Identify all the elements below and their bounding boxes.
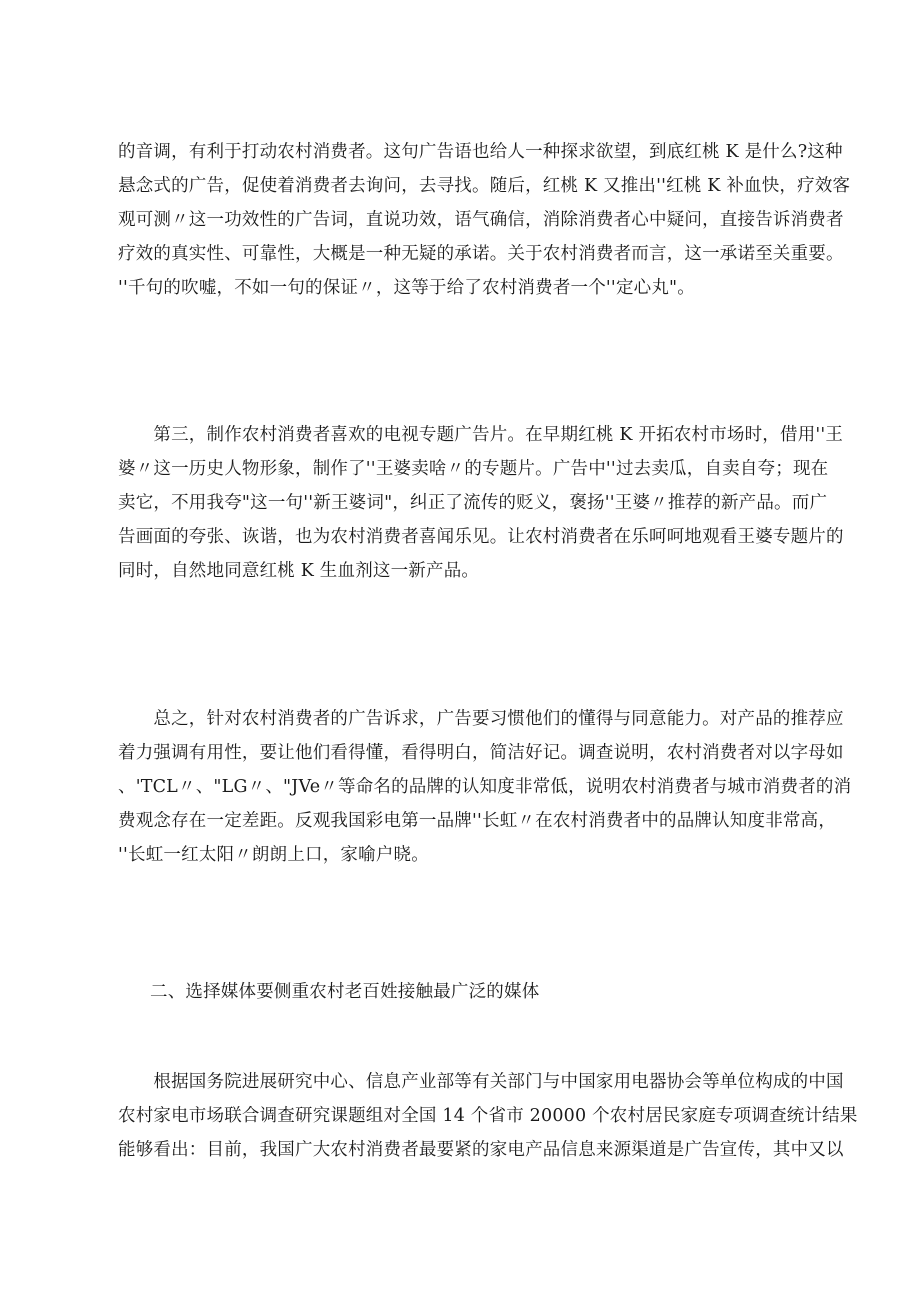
text-line: 着力强调有用性，要让他们看得懂，看得明白，简洁好记。调查说明，农村消费者对以字母如 bbox=[118, 743, 844, 763]
text-line: 根据国务院进展研究中心、信息产业部等有关部门与中国家用电器协会等单位构成的中国 bbox=[118, 1072, 844, 1092]
text-line: 观可测〃这一功效性的广告词，直说功效，语气确信，消除消费者心中疑问，直接告诉消费者 bbox=[118, 210, 844, 230]
text-line: ''千句的吹嘘，不如一句的保证〃，这等于给了农村消费者一个''定心丸"。 bbox=[118, 278, 695, 298]
text-line: 的音调，有利于打动农村消费者。这句广告语也给人一种探求欲望，到底红桃 K 是什么?这种 bbox=[118, 142, 843, 162]
text-line: ''长虹一红太阳〃朗朗上口，家喻户晓。 bbox=[118, 845, 429, 865]
paragraph-tv-special-ad bbox=[118, 418, 844, 588]
section-heading: 二、选择媒体要侧重农村老百姓接触最广泛的媒体 bbox=[150, 982, 540, 1002]
text-line: 农村家电市场联合调查研究课题组对全国 14 个省市 20000 个农村居民家庭专项调查统计结果 bbox=[118, 1106, 858, 1126]
paragraph-red-peach-k-slogan bbox=[118, 135, 851, 305]
paragraph-survey-results bbox=[118, 1065, 858, 1167]
text-line: 总之，针对农村消费者的广告诉求，广告要习惯他们的懂得与同意能力。对产品的推荐应 bbox=[118, 709, 844, 729]
text-line: 、'TCL〃、"LG〃、"JVe〃等命名的品牌的认知度非常低，说明农村消费者与城市消费者的消 bbox=[118, 777, 852, 797]
text-line: 告画面的夸张、诙谐，也为农村消费者喜闻乐见。让农村消费者在乐呵呵地观看王婆专题片的 bbox=[118, 527, 844, 547]
text-line: 第三，制作农村消费者喜欢的电视专题广告片。在早期红桃 K 开拓农村市场时，借用''王 bbox=[118, 425, 844, 445]
text-line: 能够看出：目前，我国广大农村消费者最要紧的家电产品信息来源渠道是广告宣传，其中又以 bbox=[118, 1140, 844, 1160]
text-line: 费观念存在一定差距。反观我国彩电第一品牌''长虹〃在农村消费者中的品牌认知度非常高， bbox=[118, 811, 837, 831]
text-line: 卖它，不用我夸"这一句''新王婆词"，纠正了流传的贬义，褒扬''王婆〃推荐的新产品。而广 bbox=[118, 493, 828, 513]
paragraph-summary bbox=[118, 702, 852, 872]
text-line: 疗效的真实性、可靠性，大概是一种无疑的承诺。关于农村消费者而言，这一承诺至关重要。 bbox=[118, 244, 844, 264]
text-line: 婆〃这一历史人物形象，制作了''王婆卖啥〃的专题片。广告中''过去卖瓜，自卖自夸；现在 bbox=[118, 459, 829, 479]
text-line: 同时，自然地同意红桃 K 生血剂这一新产品。 bbox=[118, 561, 480, 581]
text-line: 悬念式的广告，促使着消费者去询问，去寻找。随后，红桃 K 又推出''红桃 K 补血快，疗效客 bbox=[118, 176, 851, 196]
